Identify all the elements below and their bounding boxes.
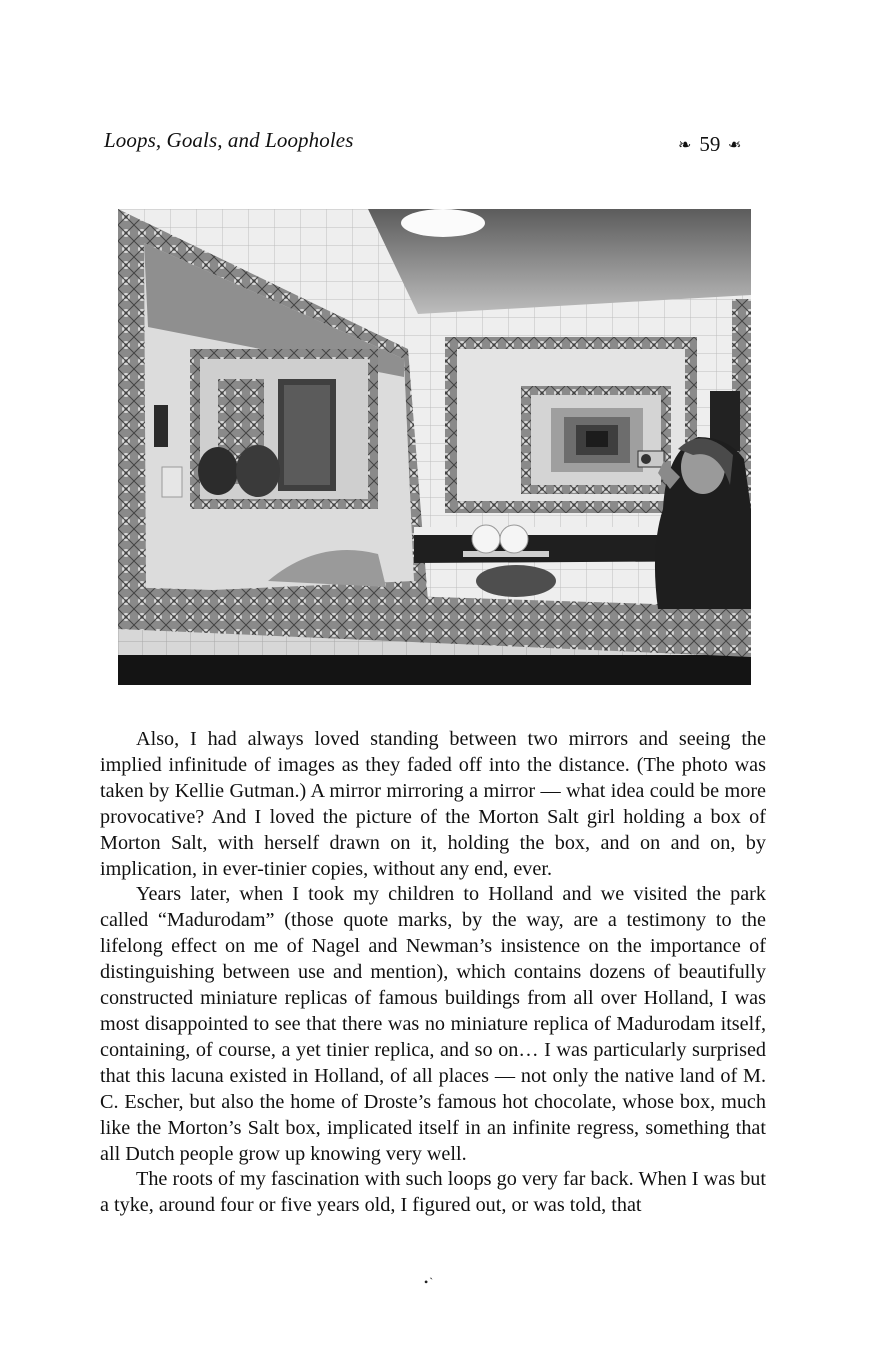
- paragraph-3: The roots of my fascination with such loops go very far back. When I was but a tyke, around four or five years old, I figured out, or was told, that: [100, 1168, 766, 1217]
- fleuron-right-icon: ❧: [728, 136, 742, 154]
- paragraph-1: Also, I had always loved standing between two mirrors and seeing the implied infinitude of images as they faded off into the distance. (The photo was taken by Kellie Gutman.) A mirror mirroring a mirror — what idea could be more provocative? And I loved the picture of the Morton Salt girl holding a box of Morton Salt, with herself drawn on it, holding the box, and on and on, by implication, in ever-tinier copies, without any end, ever.: [100, 728, 766, 880]
- mirror-photo: [118, 209, 751, 685]
- footer-mark: •`: [424, 1275, 435, 1289]
- page-number-group: [678, 132, 742, 157]
- fleuron-left-icon: ❧: [678, 136, 692, 154]
- mirror-photo-drawing: [118, 209, 751, 685]
- body-text: [100, 727, 766, 1219]
- paragraph-2: Years later, when I took my children to Holland and we visited the park called “Madurodam” (those quote marks, by the way, are a testimony to the lifelong effect on me of Nagel and Newman’s insistence on the importance of distinguishing between use and mention), which contains dozens of beautifully constructed miniature replicas of famous buildings from all over Holland, I was most disappointed to see that there was no miniature replica of Madurodam itself, containing, of course, a yet tinier replica, and so on… I was particularly surprised that this lacuna existed in Holland, of all places — not only the native land of M. C. Escher, but also the home of Droste’s famous hot chocolate, whose box, much like the Morton’s Salt box, implicated itself in an infinite regress, something that all Dutch people grow up knowing very well.: [100, 883, 766, 1165]
- page-number: 59: [699, 132, 721, 156]
- running-title: Loops, Goals, and Loopholes: [104, 128, 354, 152]
